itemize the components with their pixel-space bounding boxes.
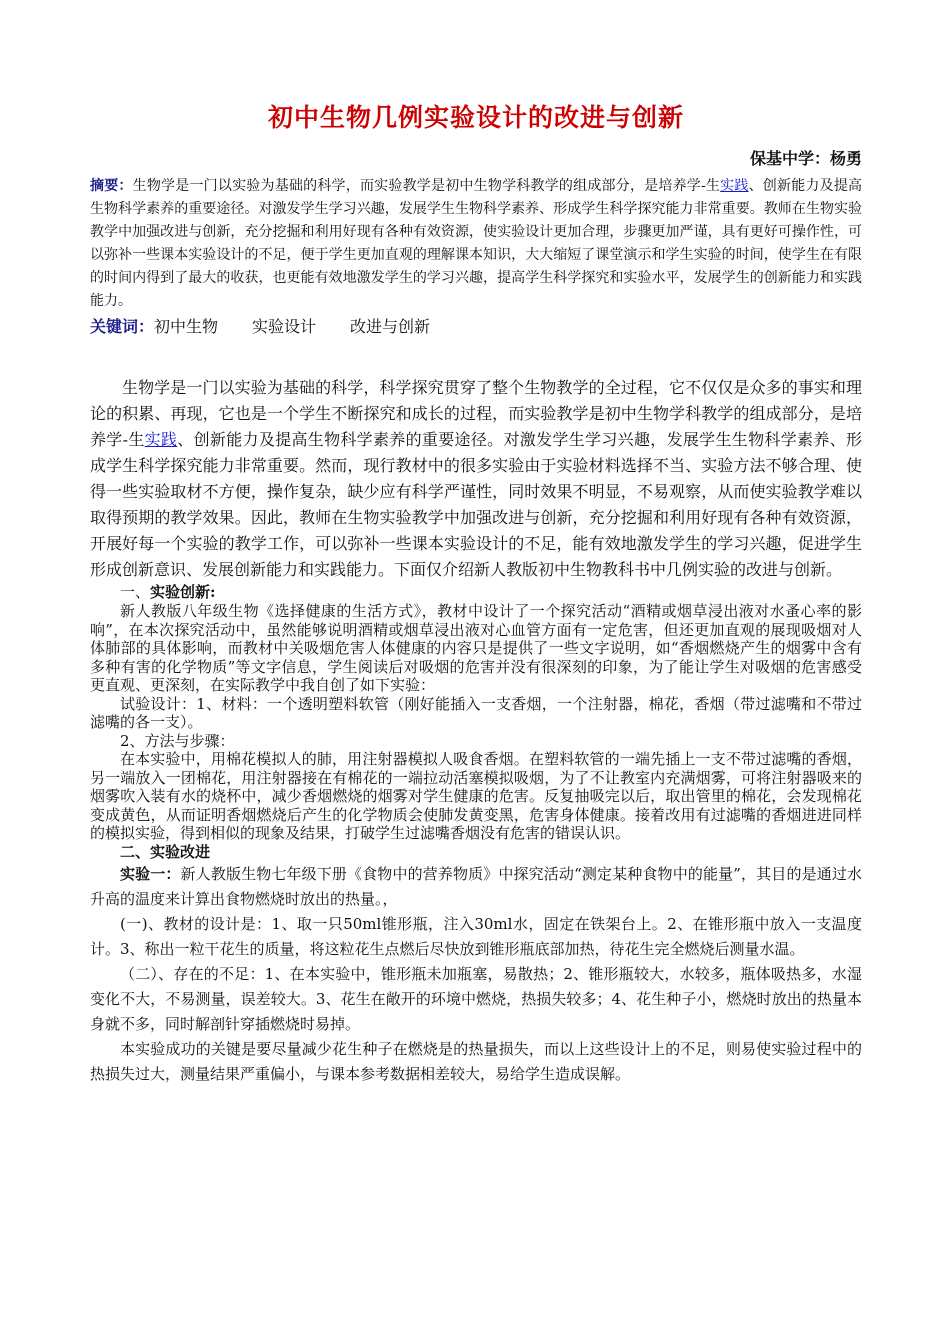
abstract-text-part2: 、创新能力及提高生物科学素养的重要途径。对激发学生学习兴趣，发展学生生物科学素养、形成学生科学探究能力非常重要。教师在生物实验教学中加强改进与创新，充分挖掘和利用好现有各种有效资源，使实验设计更加合理，步骤更加严谨，具有更好可操作性，可以弥补一些课本实验设计的不足，便于学生更加直观的理解课本知识，大大缩短了课堂演示和学生实验的时间，使学生在有限的时间内得到了最大的收获，也更能有效地激发学生的学习兴趣，提高学生科学探究和实验水平，发展学生的创新能力和实践能力。 <box>90 178 863 309</box>
keyword-item: 改进与创新 <box>350 317 431 336</box>
spacer <box>90 339 862 375</box>
document-title: 初中生物几例实验设计的改进与创新 <box>267 103 684 132</box>
keyword-item: 实验设计 <box>252 317 317 336</box>
design-paragraph: (一)、教材的设计是：1、取一只50ml锥形瓶，注入30ml水，固定在铁架台上。2、在锥形瓶中放入一支温度计。3、称出一粒干花生的质量，将这粒花生点燃后尽快放到锥形瓶底部加热，待花生完全燃烧后测量水温。 <box>90 914 862 958</box>
document-page <box>90 98 862 1087</box>
intro-text-part2: 、创新能力及提高生物科学素养的重要途径。对激发学生学习兴趣，发展学生生物科学素养、形成学生科学探究能力非常重要。然而，现行教材中的很多实验由于实验材料选择不当、实验方法不够合理、使得一些实验取材不方便，操作复杂，缺少应有科学严谨性，同时效果不明显，不易观察，从而使实验教学难以取得预期的教学效果。因此，教师在生物实验教学中加强改进与创新，充分挖掘和利用好现有各种有效资源，开展好每一个实验的教学工作，可以弥补一些课本实验设计的不足，能有效地激发学生的学习兴趣，促进学生形成创新意识、发展创新能力和实践能力。下面仅介绍新人教版初中生物教科书中几例实验的改进与创新。 <box>90 430 862 579</box>
keywords-label: 关键词： <box>90 317 155 336</box>
section1-heading <box>90 583 862 602</box>
section1-paragraph-2: 试验设计：1、材料：一个透明塑料软管（刚好能插入一支香烟，一个注射器，棉花，香烟（带过滤嘴和不带过滤嘴的各一支）。 <box>90 694 862 731</box>
section1-paragraph-1: 新人教版八年级生物《选择健康的生活方式》，教材中设计了一个探究活动“酒精或烟草浸出液对水蚤心率的影响”，在本次探究活动中，虽然能够说明酒精或烟草浸出液对心血管方面有一定危害，但还更加直观的展现吸烟对人体肺部的具体影响，而教材中关吸烟危害人体健康的内容只是提供了一些文字说明，如“香烟燃烧产生的烟雾中含有多种有害的化学物质”等文字信息，学生阅读后对吸烟的危害并没有很深刻的印象，为了能让学生对吸烟的危害感受更直观、更深刻，在实际教学中我自创了如下实验： <box>90 602 862 694</box>
section1-heading-num: 一、 <box>120 583 151 601</box>
section2-heading: 二、实验改进 <box>120 842 211 861</box>
keywords-line <box>90 315 862 339</box>
abstract-paragraph <box>90 175 862 313</box>
author-line: 保基中学：杨勇 <box>749 149 862 168</box>
experiment1-text: 新人教版生物七年级下册《食物中的营养物质》中探究活动“测定某种食物中的能量”，其目的是通过水升高的温度来计算出食物燃烧时放出的热量。， <box>90 864 862 908</box>
keyword-item: 初中生物 <box>154 317 219 336</box>
section1-paragraph-4: 在本实验中，用棉花模拟人的肺，用注射器模拟人吸食香烟。在塑料软管的一端先插上一支不带过滤嘴的香烟，另一端放入一团棉花，用注射器接在有棉花的一端拉动活塞模拟吸烟，为了不让教室内充满烟雾，可将注射器吸来的烟雾吹入装有水的烧杯中，减少香烟燃烧的烟雾对学生健康的危害。反复抽吸完以后，取出管里的棉花，会发现棉花变成黄色，从而证明香烟燃烧后产生的化学物质会使肺发黄变黑，危害身体健康。接着改用有过滤嘴的香烟进进同样的模拟实验，得到相似的现象及结果，打破学生过滤嘴香烟没有危害的错误认识。 <box>90 750 862 842</box>
intro-text-part1: 生物学是一门以实验为基础的科学，科学探究贯穿了整个生物教学的全过程，它不仅仅是众多的事实和理论的积累、再现，它也是一个学生不断探究和成长的过程，而实验教学是初中生物学科教学的组成部分，是培养学-生 <box>90 378 862 449</box>
experiment1-label: 实验一： <box>120 864 181 883</box>
section1-heading-text: 实验创新: <box>150 583 216 601</box>
key-paragraph: 本实验成功的关键是要尽量减少花生种子在燃烧是的热量损失，而以上这些设计上的不足，则易使实验过程中的热损失过大，测量结果严重偏小，与课本参考数据相差较大，易给学生造成误解。 <box>90 1039 862 1083</box>
practice-link[interactable]: 实践 <box>720 178 749 194</box>
experiment1-paragraph <box>90 862 862 912</box>
section1-paragraph-3: 2、方法与步骤： <box>120 731 235 750</box>
abstract-text-part1: 生物学是一门以实验为基础的科学，而实验教学是初中生物学科教学的组成部分，是培养学-生 <box>132 178 721 194</box>
practice-link-body[interactable]: 实践 <box>144 430 178 449</box>
flaws-paragraph: （二）、存在的不足：1、在本实验中，锥形瓶未加瓶塞，易散热；2、锥形瓶较大，水较多，瓶体吸热多，水湿变化不大，不易测量，误差较大。3、花生在敞开的环境中燃烧，热损失较多；4、花生种子小，燃烧时放出的热量本身就不多，同时解剖针穿插燃烧时易掉。 <box>90 964 862 1033</box>
intro-paragraph <box>90 375 862 583</box>
abstract-label: 摘要： <box>90 178 133 194</box>
